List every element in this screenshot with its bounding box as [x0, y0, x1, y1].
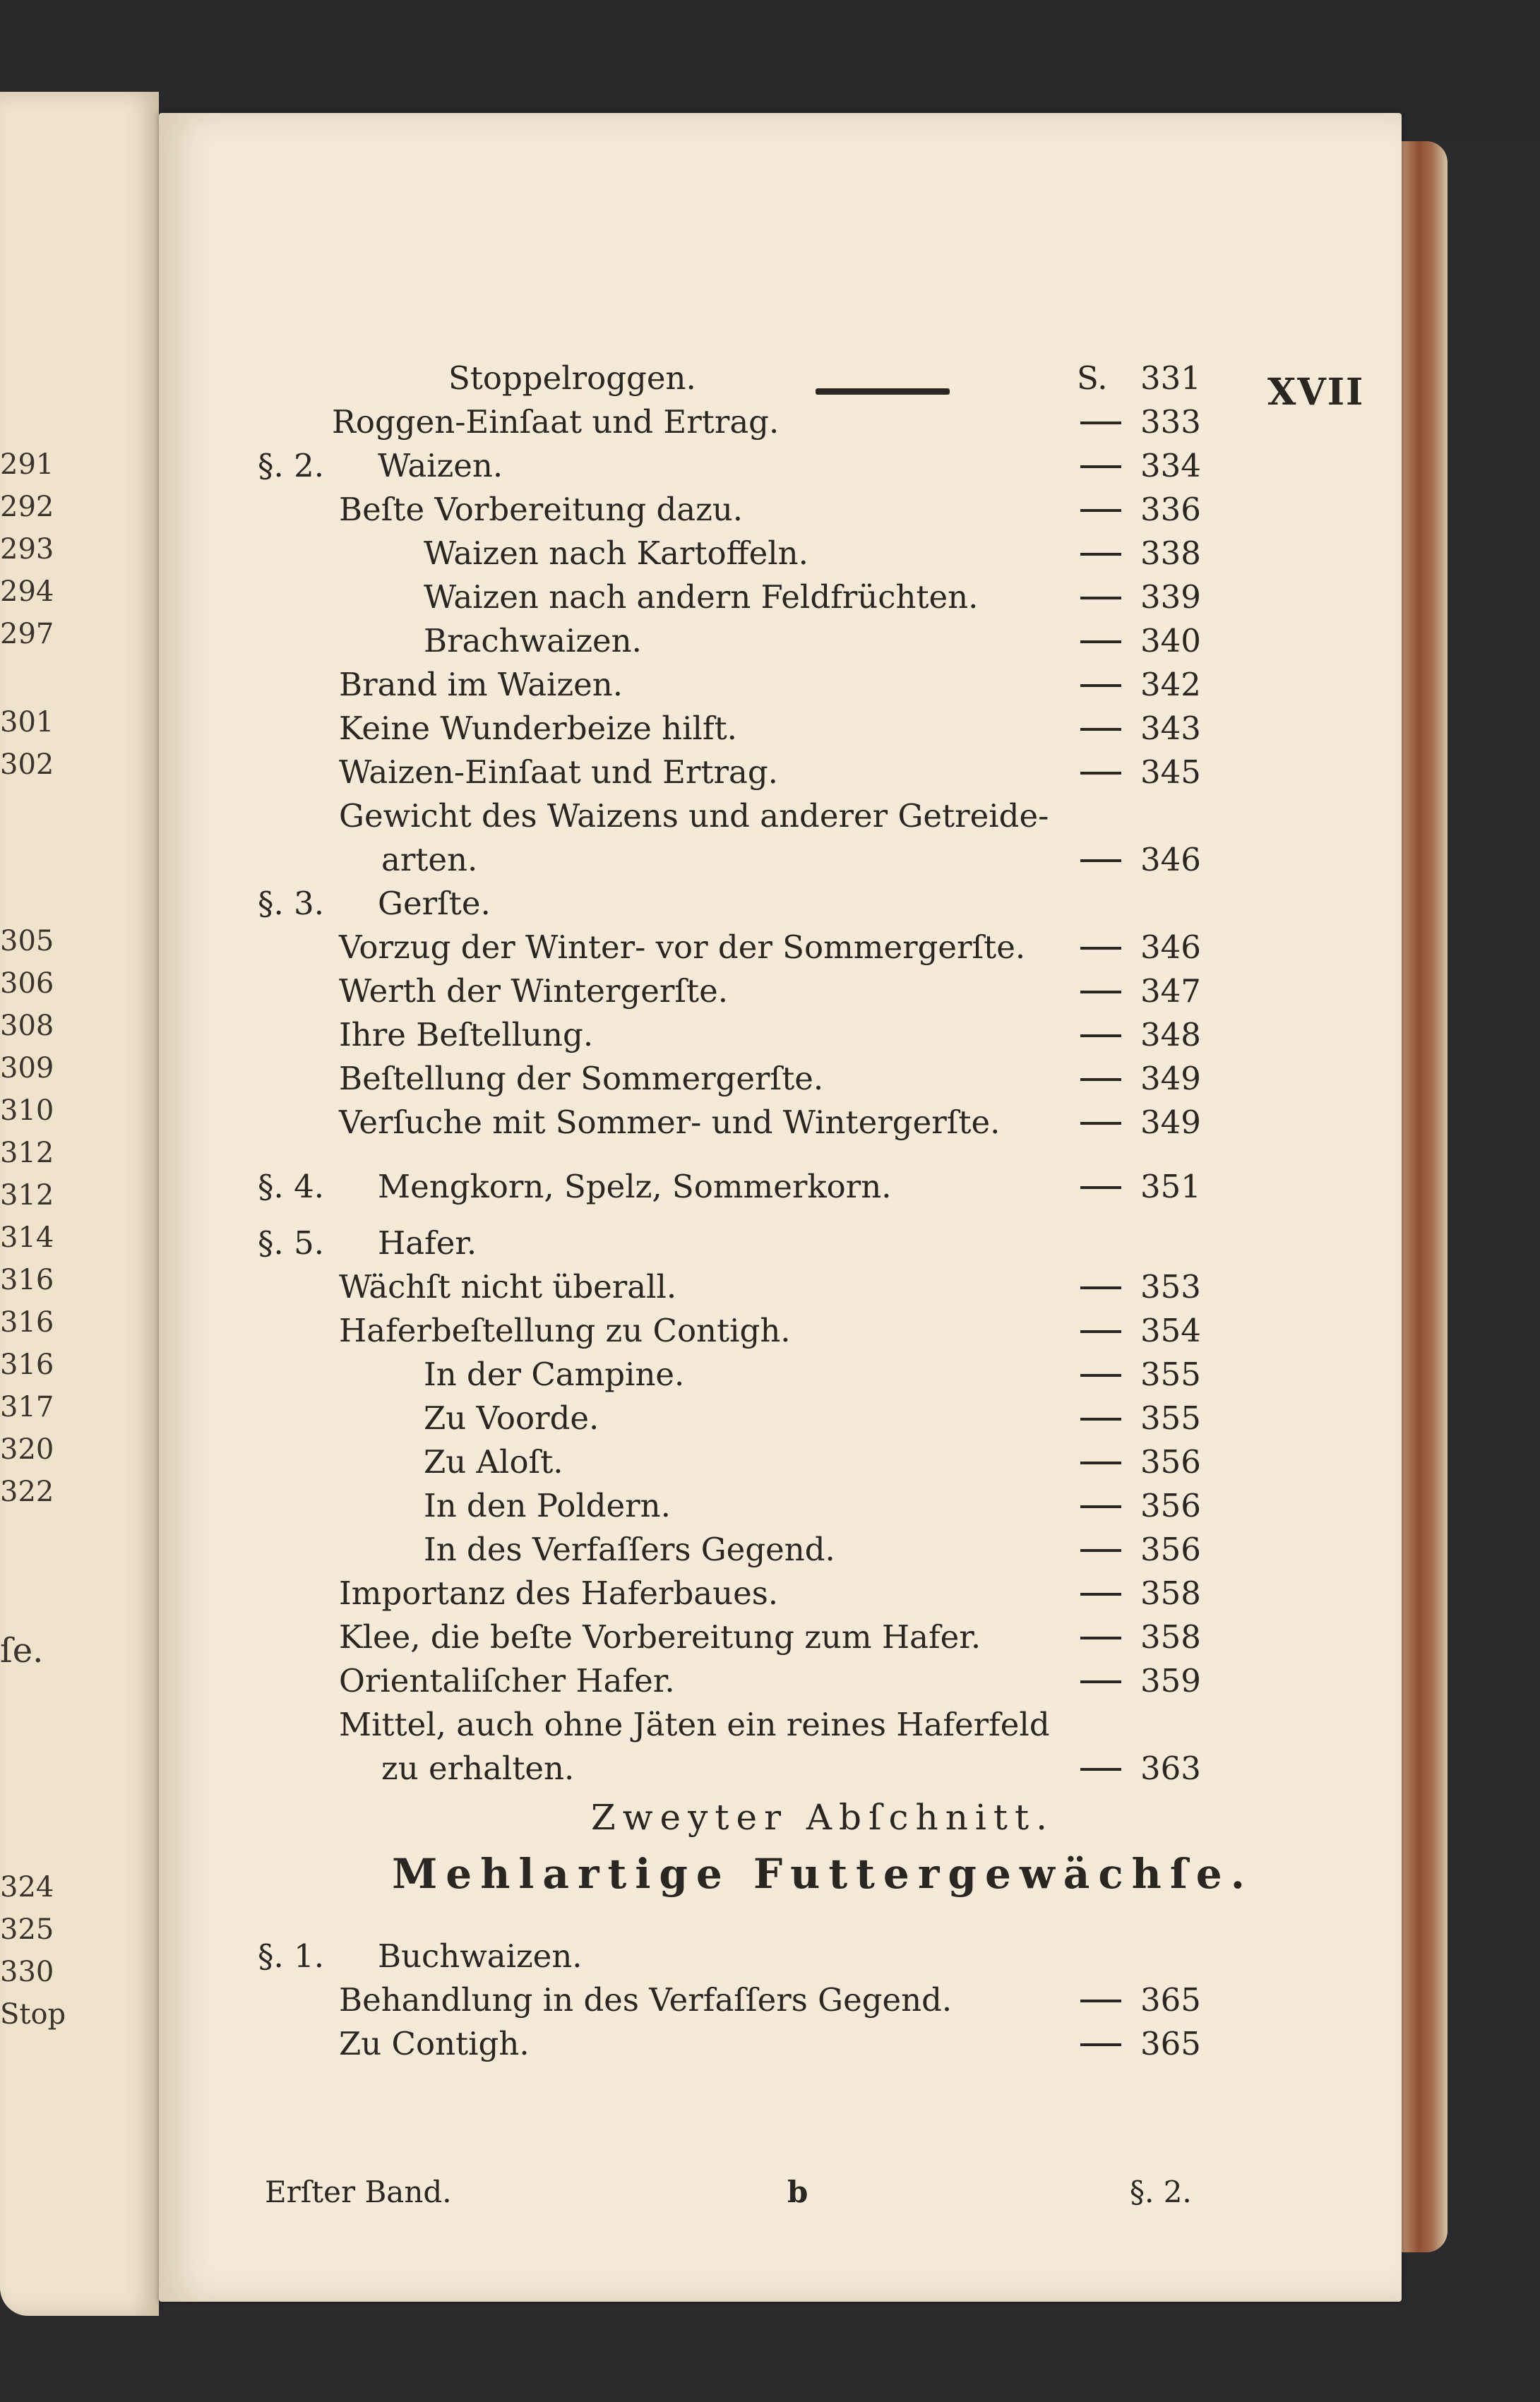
left-page-number: 308 — [0, 1010, 54, 1042]
toc-entry — [159, 751, 1402, 794]
left-page-number: 320 — [0, 1433, 54, 1466]
entry-title: Waizen nach Kartoffeln. — [424, 534, 808, 572]
entry-title: Werth der Wintergerſte. — [339, 972, 729, 1010]
leader-dash — [1080, 1768, 1121, 1771]
catchword: §. 2. — [1130, 2175, 1192, 2209]
toc-entry — [159, 663, 1402, 707]
toc-entry — [159, 1484, 1402, 1528]
page-number: 345 — [1140, 753, 1201, 791]
entry-title: Zu Voorde. — [424, 1399, 599, 1437]
leader-dash — [1080, 1374, 1121, 1377]
leader-dash — [1080, 1637, 1121, 1639]
leader-dash — [1080, 1034, 1121, 1037]
toc-entry — [159, 1353, 1402, 1397]
leader-dash — [1080, 1549, 1121, 1552]
folio-number: XVII — [1267, 371, 1365, 414]
entry-title: Waizen‑Einſaat und Ertrag. — [339, 753, 778, 791]
left-page-number: 312 — [0, 1137, 54, 1169]
page-number: 333 — [1140, 403, 1201, 441]
leader-dash — [1080, 772, 1121, 775]
entry-title: In den Poldern. — [424, 1487, 671, 1524]
leader-dash — [1080, 1186, 1121, 1189]
leader-dash — [1080, 1418, 1121, 1421]
leader-dash — [1080, 1286, 1121, 1289]
toc-entry — [159, 1978, 1402, 2022]
page-number: 356 — [1140, 1487, 1201, 1524]
leader-dash — [1080, 2043, 1121, 2046]
page-number: 338 — [1140, 534, 1201, 572]
entry-title: Vorzug der Winter‑ vor der Sommergerſte. — [339, 928, 1026, 966]
toc-entry — [159, 794, 1402, 838]
leader-dash — [1080, 684, 1121, 687]
toc-entry — [159, 1935, 1402, 1978]
left-page-number: 305 — [0, 925, 54, 957]
leader-dash — [1080, 640, 1121, 643]
signature-mark: b — [787, 2175, 808, 2209]
left-page-fragment — [0, 92, 159, 2316]
book-page — [159, 113, 1402, 2302]
section-number: §. 3. — [258, 885, 325, 922]
entry-title: In des Verfaſſers Gegend. — [424, 1531, 835, 1568]
toc-entry — [159, 1528, 1402, 1572]
left-page-number: 310 — [0, 1094, 54, 1127]
entry-title: Waizen nach andern Feldfrüchten. — [424, 578, 979, 616]
signature-label: Erſter Band. — [265, 2175, 452, 2209]
toc-entry — [159, 400, 1402, 444]
page-number: 349 — [1140, 1060, 1201, 1097]
leader-dash — [1080, 1680, 1121, 1683]
toc-entry — [159, 1397, 1402, 1440]
section-title: Zweyter Abſchnitt. — [591, 1797, 1054, 1838]
toc-entry — [159, 2022, 1402, 2066]
page-number: 359 — [1140, 1662, 1201, 1699]
leader-dash — [1080, 553, 1121, 556]
entry-title: Stoppelroggen. — [448, 359, 696, 397]
left-page-number: 324 — [0, 1871, 54, 1904]
toc-entry — [159, 444, 1402, 488]
left-page-number: 293 — [0, 533, 54, 566]
toc-entry — [159, 1615, 1402, 1659]
entry-title: Behandlung in des Verfaſſers Gegend. — [339, 1981, 953, 2019]
entry-title: Keine Wunderbeize hilft. — [339, 710, 737, 747]
entry-title: In der Campine. — [424, 1356, 685, 1393]
toc-entry — [159, 1703, 1402, 1747]
toc-entry — [159, 969, 1402, 1013]
leader-dash — [1080, 465, 1121, 468]
left-page-number: 312 — [0, 1179, 54, 1212]
page-number: 347 — [1140, 972, 1201, 1010]
page-number: 365 — [1140, 2025, 1201, 2062]
toc-entry — [159, 488, 1402, 532]
left-page-number: 316 — [0, 1349, 54, 1381]
left-page-word: ſe. — [0, 1631, 44, 1671]
toc-entry — [159, 1309, 1402, 1353]
entry-title: Roggen‑Einſaat und Ertrag. — [332, 403, 780, 441]
leader-dash — [1080, 422, 1121, 424]
page-number: 340 — [1140, 622, 1201, 659]
toc-entry — [159, 1265, 1402, 1309]
leader-dash — [1080, 1122, 1121, 1125]
leader-dash — [1080, 947, 1121, 950]
toc-entry — [159, 1057, 1402, 1101]
toc-entry — [159, 1747, 1402, 1791]
left-page-number: 317 — [0, 1391, 54, 1423]
page-number: 336 — [1140, 491, 1201, 528]
entry-title: Importanz des Haferbaues. — [339, 1575, 779, 1612]
left-page-number: 306 — [0, 967, 54, 1000]
left-page-number: 322 — [0, 1476, 54, 1508]
entry-title: Klee, die beſte Vorbereitung zum Hafer. — [339, 1618, 981, 1656]
entry-title: zu erhalten. — [381, 1750, 575, 1787]
page-number: 358 — [1140, 1575, 1201, 1612]
page-number: 351 — [1140, 1168, 1201, 1205]
entry-title: Zu Aloſt. — [424, 1443, 563, 1481]
page-prefix: S. — [1077, 359, 1108, 397]
entry-title: Gewicht des Waizens und anderer Getreide‑ — [339, 797, 1049, 835]
entry-title: Mittel, auch ohne Jäten ein reines Haferfeld — [339, 1706, 1050, 1743]
leader-dash — [1080, 1078, 1121, 1081]
entry-title: arten. — [381, 841, 478, 878]
left-page-number: 330 — [0, 1956, 54, 1988]
entry-title: Waizen. — [378, 447, 503, 484]
section-number: §. 1. — [258, 1937, 325, 1975]
page-number: 346 — [1140, 841, 1201, 878]
page-number: 349 — [1140, 1104, 1201, 1141]
page-number: 346 — [1140, 928, 1201, 966]
entry-title: Gerſte. — [378, 885, 491, 922]
left-page-number: 314 — [0, 1221, 54, 1254]
toc-entry — [159, 619, 1402, 663]
entry-title: Ihre Beſtellung. — [339, 1016, 594, 1053]
toc-entry — [159, 1221, 1402, 1265]
left-page-number: 302 — [0, 748, 54, 781]
entry-title: Beſtellung der Sommergerſte. — [339, 1060, 824, 1097]
entry-title: Wächſt nicht überall. — [339, 1268, 677, 1305]
page-number: 365 — [1140, 1981, 1201, 2019]
left-page-number: 316 — [0, 1264, 54, 1296]
left-page-number: 301 — [0, 706, 54, 739]
page-number: 348 — [1140, 1016, 1201, 1053]
toc-entry — [159, 926, 1402, 969]
leader-dash — [1080, 597, 1121, 599]
entry-title: Hafer. — [378, 1224, 477, 1262]
toc-entry — [159, 882, 1402, 926]
left-page-number: 297 — [0, 618, 54, 650]
toc-entry — [159, 1440, 1402, 1484]
toc-entry — [159, 1572, 1402, 1615]
entry-title: Zu Contigh. — [339, 2025, 530, 2062]
leader-dash — [1080, 728, 1121, 731]
leader-dash — [1080, 859, 1121, 862]
leader-dash — [1080, 1593, 1121, 1596]
entry-title: Brand im Waizen. — [339, 666, 623, 703]
leader-dash — [1080, 1505, 1121, 1508]
page-number: 331 — [1140, 359, 1201, 397]
toc-entry — [159, 707, 1402, 751]
section-number: §. 5. — [258, 1224, 325, 1262]
toc-entry — [159, 1165, 1402, 1209]
left-page-word: Stop — [0, 1998, 66, 2031]
leader-dash — [1080, 1462, 1121, 1464]
leader-dash — [1080, 2000, 1121, 2002]
page-number: 363 — [1140, 1750, 1201, 1787]
page-number: 354 — [1140, 1312, 1201, 1349]
page-number: 358 — [1140, 1618, 1201, 1656]
toc-entry — [159, 1101, 1402, 1145]
entry-title: Haferbeſtellung zu Contigh. — [339, 1312, 791, 1349]
page-number: 342 — [1140, 666, 1201, 703]
entry-title: Buchwaizen. — [378, 1937, 583, 1975]
entry-title: Orientaliſcher Hafer. — [339, 1662, 675, 1699]
toc-entry — [159, 1013, 1402, 1057]
section-subtitle: Mehlartige Futtergewächſe. — [392, 1850, 1253, 1898]
left-page-number: 316 — [0, 1306, 54, 1339]
entry-title: Brachwaizen. — [424, 622, 642, 659]
toc-entry — [159, 357, 1402, 400]
left-page-number: 309 — [0, 1052, 54, 1085]
page-number: 334 — [1140, 447, 1201, 484]
leader-dash — [1080, 1330, 1121, 1333]
leader-dash — [1080, 991, 1121, 993]
page-number: 339 — [1140, 578, 1201, 616]
page-number: 343 — [1140, 710, 1201, 747]
left-page-number: 292 — [0, 491, 54, 523]
entry-title: Mengkorn, Spelz, Sommerkorn. — [378, 1168, 892, 1205]
page-number: 356 — [1140, 1531, 1201, 1568]
toc-entry — [159, 1659, 1402, 1703]
entry-title: Beſte Vorbereitung dazu. — [339, 491, 744, 528]
section-number: §. 4. — [258, 1168, 325, 1205]
toc-entry — [159, 575, 1402, 619]
entry-title: Verſuche mit Sommer‑ und Wintergerſte. — [339, 1104, 1001, 1141]
left-page-number: 291 — [0, 448, 54, 481]
left-page-number: 294 — [0, 575, 54, 608]
toc-entry — [159, 532, 1402, 575]
section-number: §. 2. — [258, 447, 325, 484]
toc-entry — [159, 838, 1402, 882]
page-number: 355 — [1140, 1356, 1201, 1393]
leader-dash — [1080, 509, 1121, 512]
left-page-number: 325 — [0, 1913, 54, 1946]
page-number: 356 — [1140, 1443, 1201, 1481]
page-number: 353 — [1140, 1268, 1201, 1305]
page-number: 355 — [1140, 1399, 1201, 1437]
